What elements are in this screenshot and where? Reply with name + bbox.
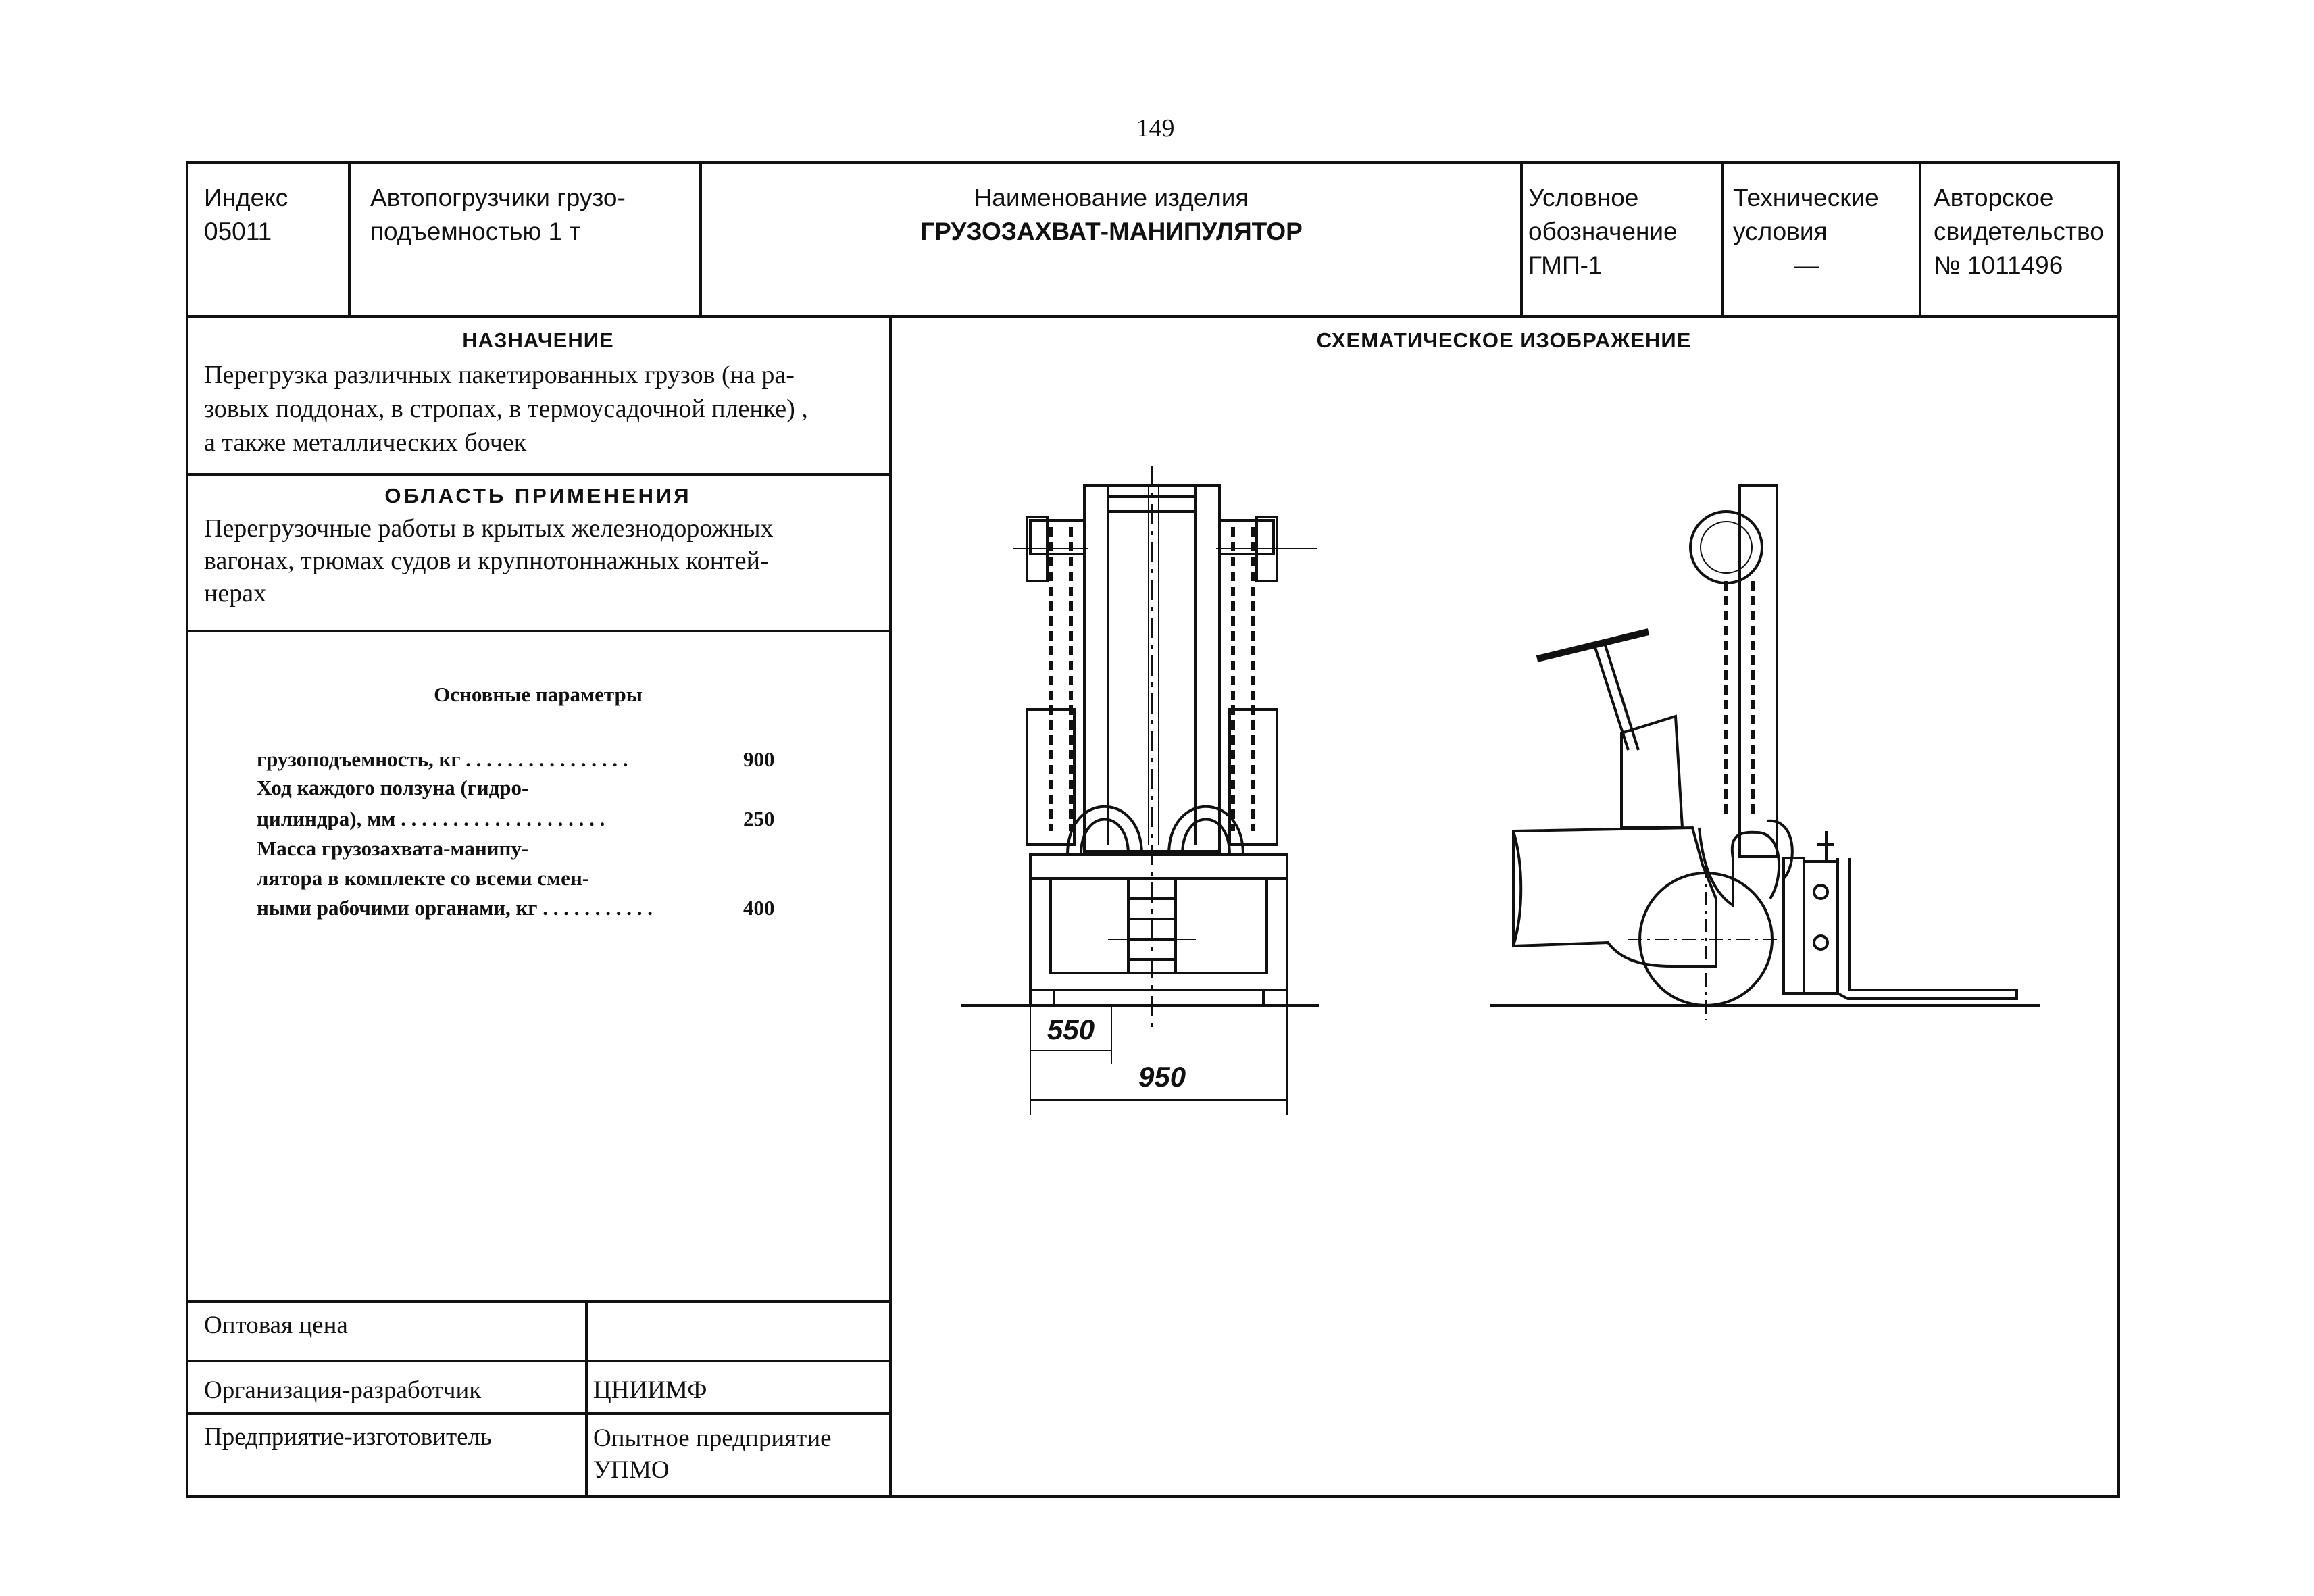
designation-line2: обозначение: [1528, 218, 1678, 245]
param-label: Масса грузозахвата-манипу-: [257, 837, 529, 860]
application-line1: Перегрузочные работы в крытых железнодорожных: [204, 514, 774, 543]
param-value: 400: [743, 896, 775, 920]
manufacturer-value-line2: УПМО: [593, 1456, 670, 1484]
application-line2: вагонах, трюмах судов и крупнотоннажных контей-: [204, 547, 769, 575]
index-value: 05011: [204, 218, 272, 245]
manufacturer-label: Предприятие-изготовитель: [204, 1423, 492, 1451]
purpose-heading: НАЗНАЧЕНИЕ: [462, 328, 614, 352]
category-line2: подъемностью 1 т: [370, 218, 581, 245]
manufacturer-value-line1: Опытное предприятие: [593, 1424, 832, 1452]
side-view: [1490, 485, 2040, 1020]
purpose-line1: Перегрузка различных пакетированных грузов (на ра-: [204, 361, 795, 389]
application-heading: ОБЛАСТЬ ПРИМЕНЕНИЯ: [384, 484, 692, 507]
tech-line2: условия: [1733, 218, 1828, 245]
tech-line1: Технические: [1733, 184, 1879, 211]
param-label: лятора в комплекте со всеми смен-: [257, 866, 590, 890]
category-line1: Автопогрузчики грузо-: [370, 184, 626, 211]
schematic-heading: СХЕМАТИЧЕСКОЕ ИЗОБРАЖЕНИЕ: [1316, 328, 1692, 352]
purpose-line3: а также металлических бочек: [204, 428, 527, 457]
application-line3: нерах: [204, 579, 267, 607]
param-value: 250: [743, 807, 775, 830]
page-number: 149: [1136, 114, 1175, 143]
designation-value: ГМП-1: [1528, 251, 1603, 279]
dimension-outer: 950: [1138, 1061, 1186, 1093]
index-label: Индекс: [204, 184, 288, 211]
param-label: цилиндра), мм . . . . . . . . . . . . . . . . . . . .: [257, 807, 605, 830]
author-value: № 1011496: [1934, 251, 2063, 279]
product-name: ГРУЗОЗАХВАТ-МАНИПУЛЯТОР: [920, 218, 1303, 245]
param-label: грузоподъемность, кг . . . . . . . . . . . . . . . .: [257, 747, 628, 771]
param-label: ными рабочими органами, кг . . . . . . . . . . .: [257, 896, 653, 920]
price-label: Оптовая цена: [204, 1312, 348, 1339]
param-label: Ход каждого ползуна (гидро-: [257, 776, 529, 799]
product-label: Наименование изделия: [974, 184, 1249, 211]
dimension-inner: 550: [1047, 1014, 1095, 1045]
params-heading: Основные параметры: [434, 682, 643, 706]
author-line1: Авторское: [1934, 184, 2054, 211]
developer-value: ЦНИИМФ: [593, 1376, 707, 1404]
front-view: [961, 466, 1319, 1115]
developer-label: Организация-разработчик: [204, 1376, 482, 1404]
tech-value: —: [1794, 251, 1819, 279]
designation-line1: Условное: [1528, 184, 1639, 211]
param-value: 900: [743, 747, 775, 771]
author-line2: свидетельство: [1934, 218, 2104, 245]
purpose-line2: зовых поддонах, в стропах, в термоусадочной пленке) ,: [204, 395, 808, 423]
